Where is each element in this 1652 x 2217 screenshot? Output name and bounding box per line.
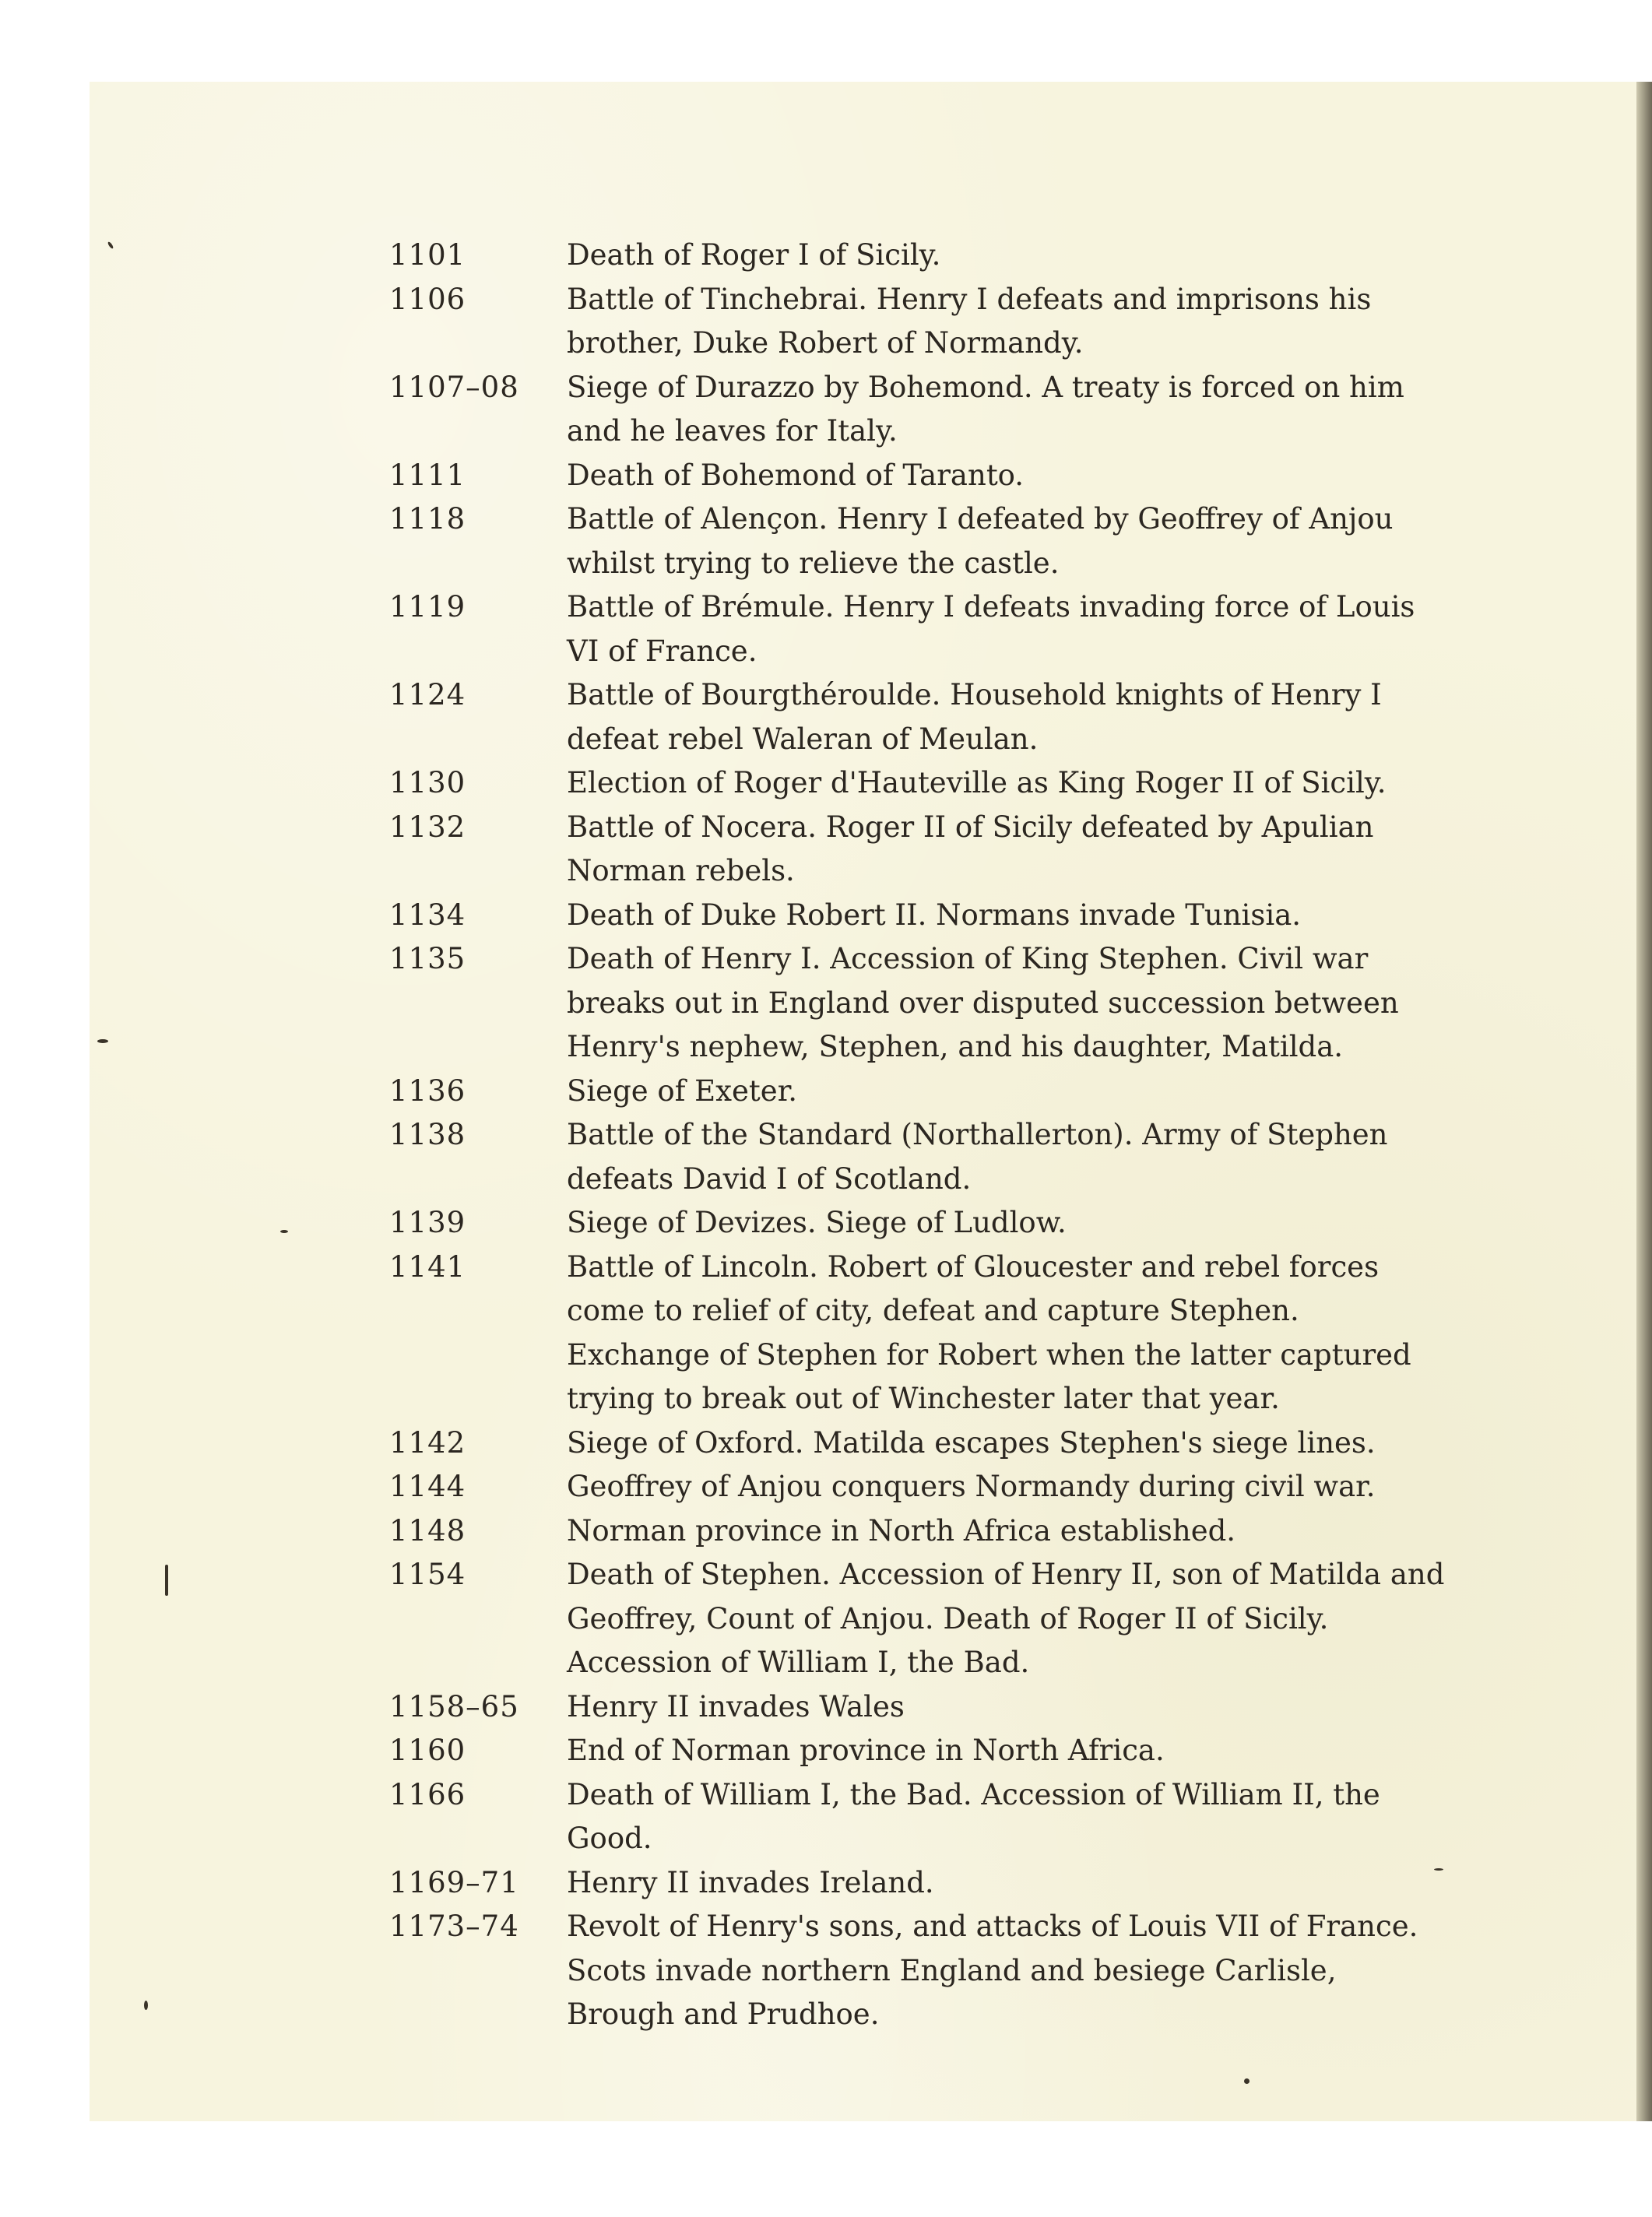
timeline-entry bbox=[389, 278, 1448, 366]
entry-text: Norman province in North Africa established. bbox=[567, 1513, 1236, 1548]
timeline-list bbox=[389, 234, 1448, 2037]
timeline-entry bbox=[389, 1201, 1448, 1246]
entry-year: 1141 bbox=[389, 1249, 466, 1284]
paper-speck bbox=[144, 2001, 148, 2010]
entry-text: Henry II invades Ireland. bbox=[567, 1865, 934, 1899]
entry-year: 1136 bbox=[389, 1073, 466, 1108]
timeline-entry bbox=[389, 1773, 1448, 1861]
entry-year: 1106 bbox=[389, 282, 466, 316]
entry-year: 1158–65 bbox=[389, 1689, 519, 1723]
entry-year: 1124 bbox=[389, 678, 466, 711]
paper-speck bbox=[97, 1039, 108, 1043]
entry-text: Death of Henry I. Accession of King Stephen. Civil war breaks out in England over disputed succession between Henry's nephew, Stephen, and his daughter, Matilda. bbox=[567, 942, 1399, 1063]
timeline-entry bbox=[389, 234, 1448, 278]
entry-text: Battle of Brémule. Henry I defeats invading force of Louis VI of France. bbox=[567, 590, 1415, 668]
entry-text: Death of Duke Robert II. Normans invade Tunisia. bbox=[567, 898, 1302, 932]
timeline-entry bbox=[389, 1861, 1448, 1906]
timeline-entry bbox=[389, 1553, 1448, 1685]
entry-year: 1160 bbox=[389, 1734, 466, 1767]
entry-text: Battle of the Standard (Northallerton). Army of Stephen defeats David I of Scotland. bbox=[567, 1118, 1388, 1196]
entry-text: Revolt of Henry's sons, and attacks of Louis VII of France. Scots invade northern England and besiege Carlisle, Brough and Prudhoe. bbox=[567, 1910, 1418, 2031]
page-edge-shadow bbox=[1636, 82, 1652, 2121]
entry-year: 1118 bbox=[389, 502, 466, 536]
entry-text: Death of William I, the Bad. Accession of William II, the Good. bbox=[567, 1777, 1380, 1855]
entry-text: Death of Stephen. Accession of Henry II, son of Matilda and Geoffrey, Count of Anjou. Death of Roger II of Sicily. Accession of William I, the Bad. bbox=[567, 1558, 1445, 1679]
entry-text: Henry II invades Wales bbox=[567, 1689, 905, 1723]
timeline-entry bbox=[389, 761, 1448, 806]
entry-text: Siege of Exeter. bbox=[567, 1073, 798, 1108]
entry-text: Battle of Nocera. Roger II of Sicily defeated by Apulian Norman rebels. bbox=[567, 810, 1374, 887]
entry-text: Battle of Alençon. Henry I defeated by Geoffrey of Anjou whilst trying to relieve the castle. bbox=[567, 502, 1394, 580]
entry-text: Battle of Tinchebrai. Henry I defeats and imprisons his brother, Duke Robert of Normandy. bbox=[567, 282, 1372, 360]
timeline-entry bbox=[389, 1113, 1448, 1201]
timeline-entry bbox=[389, 1421, 1448, 1466]
entry-text: Election of Roger d'Hauteville as King Roger II of Sicily. bbox=[567, 766, 1387, 799]
timeline-entry bbox=[389, 585, 1448, 673]
entry-year: 1169–71 bbox=[389, 1865, 519, 1899]
entry-year: 1154 bbox=[389, 1558, 466, 1591]
timeline-entry bbox=[389, 1905, 1448, 2037]
timeline-entry bbox=[389, 673, 1448, 761]
entry-text: Death of Roger I of Sicily. bbox=[567, 238, 941, 272]
entry-year: 1101 bbox=[389, 238, 466, 272]
timeline-entry bbox=[389, 1465, 1448, 1509]
entry-year: 1132 bbox=[389, 810, 466, 844]
entry-text: Battle of Bourgthéroulde. Household knights of Henry I defeat rebel Waleran of Meulan. bbox=[567, 678, 1382, 756]
entry-year: 1148 bbox=[389, 1513, 466, 1548]
timeline-entry bbox=[389, 366, 1448, 454]
entry-year: 1135 bbox=[389, 942, 466, 975]
entry-text: Siege of Durazzo by Bohemond. A treaty is forced on him and he leaves for Italy. bbox=[567, 370, 1404, 448]
timeline-entry bbox=[389, 806, 1448, 894]
timeline-entry bbox=[389, 1685, 1448, 1730]
entry-year: 1142 bbox=[389, 1425, 466, 1460]
entry-text: Geoffrey of Anjou conquers Normandy during civil war. bbox=[567, 1470, 1376, 1503]
timeline-entry bbox=[389, 1070, 1448, 1114]
timeline-entry bbox=[389, 1729, 1448, 1773]
entry-text: End of Norman province in North Africa. bbox=[567, 1734, 1165, 1767]
timeline-entry bbox=[389, 1509, 1448, 1554]
entry-text: Battle of Lincoln. Robert of Gloucester and rebel forces come to relief of city, defeat and capture Stephen. Exchange of Stephen for Robert when the latter captured trying to break out of Winchester later that year. bbox=[567, 1249, 1411, 1415]
entry-text: Siege of Devizes. Siege of Ludlow. bbox=[567, 1206, 1067, 1239]
paper-speck bbox=[280, 1230, 288, 1233]
entry-text: Death of Bohemond of Taranto. bbox=[567, 458, 1025, 492]
entry-year: 1139 bbox=[389, 1206, 466, 1239]
timeline-entry bbox=[389, 937, 1448, 1070]
entry-year: 1138 bbox=[389, 1118, 466, 1151]
entry-year: 1173–74 bbox=[389, 1910, 519, 1943]
entry-year: 1111 bbox=[389, 458, 466, 492]
paper-speck bbox=[1244, 2078, 1250, 2084]
entry-year: 1130 bbox=[389, 766, 466, 799]
entry-year: 1144 bbox=[389, 1470, 466, 1503]
entry-year: 1119 bbox=[389, 590, 466, 624]
paper-speck bbox=[165, 1565, 168, 1596]
entry-year: 1107–08 bbox=[389, 370, 519, 404]
entry-year: 1134 bbox=[389, 898, 466, 932]
timeline-entry bbox=[389, 1246, 1448, 1421]
timeline-entry bbox=[389, 497, 1448, 585]
entry-year: 1166 bbox=[389, 1777, 466, 1811]
timeline-entry bbox=[389, 894, 1448, 938]
entry-text: Siege of Oxford. Matilda escapes Stephen's siege lines. bbox=[567, 1425, 1376, 1460]
timeline-entry bbox=[389, 454, 1448, 498]
